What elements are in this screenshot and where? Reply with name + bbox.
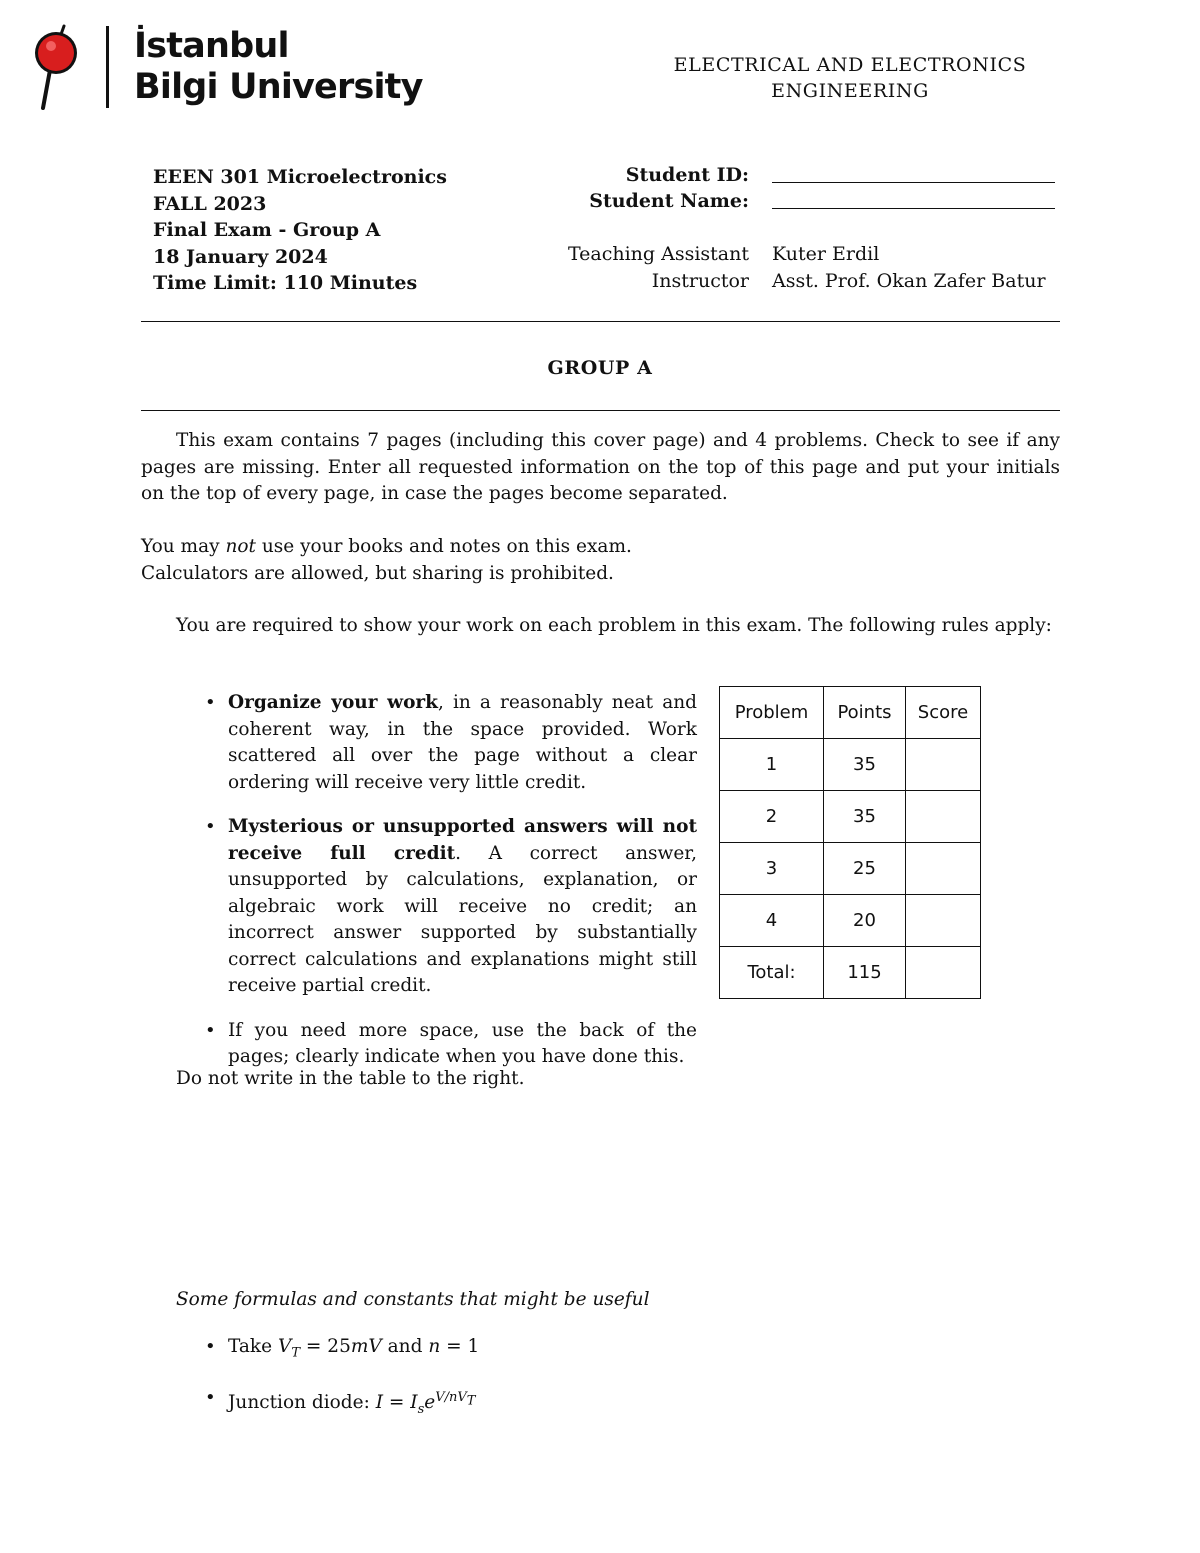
course-term: FALL 2023 [153,192,267,215]
bullet-icon: • [205,1336,216,1357]
formula-text: Junction diode: [228,1391,376,1413]
bullet-icon: • [205,692,216,713]
bullet-icon: • [205,1019,216,1041]
formula-sub: T [291,1345,301,1361]
formula-var: n [428,1336,441,1357]
header-points: Points [824,687,906,739]
problem-score[interactable] [906,791,981,843]
total-label: Total: [720,947,824,999]
formula-eq: = 25 [300,1336,351,1357]
table-row [720,843,981,895]
calculator-notice: Calculators are allowed, but sharing is prohibited. [141,563,614,584]
formula-var: V [277,1336,292,1357]
department-name [640,52,1060,104]
rules-list [205,690,697,1089]
table-row [720,739,981,791]
list-item [205,1334,479,1367]
time-limit: Time Limit: 110 Minutes [153,272,418,294]
instructor-label: Instructor [651,270,749,292]
group-heading: GROUP A [547,357,653,379]
formula-text: Take [228,1336,278,1357]
course-code-name: EEEN 301 Microelectronics [153,166,447,188]
student-id-field[interactable] [772,182,1055,183]
problem-number: 4 [720,895,824,947]
problem-number: 3 [720,843,824,895]
ta-name: Kuter Erdil [772,243,880,265]
header-score: Score [906,687,981,739]
formula-var: I [375,1391,384,1413]
student-name-field[interactable] [772,208,1055,209]
total-points: 115 [824,947,906,999]
formulas-list [205,1334,479,1441]
table-header-row [720,687,981,739]
problem-score[interactable] [906,739,981,791]
formula-sub: s [417,1401,425,1417]
list-item [205,1018,697,1071]
problem-number: 2 [720,791,824,843]
formula-var: I [410,1391,418,1413]
logo-divider [106,26,109,108]
work-requirement: You are required to show your work on each problem in this exam. The following rules apply: [176,615,1052,636]
formula-eq: = 1 [440,1336,480,1357]
problem-score[interactable] [906,843,981,895]
intro-paragraph: This exam contains 7 pages (including this cover page) and 4 problems. Check to see if any pages are missing. Enter all requested information on the top of this page and put your initials on the top of every page, in case the pages become separated. [141,430,1060,504]
bullet-icon: • [205,1386,216,1408]
table-total-row [720,947,981,999]
formula-var: e [424,1391,436,1413]
university-name-line2: Bilgi University [134,67,423,107]
problem-number: 1 [720,739,824,791]
problem-points: 35 [824,791,906,843]
table-row [720,895,981,947]
divider-top [141,321,1060,322]
score-table [719,686,981,999]
rule-bold: Organize your work [228,692,438,713]
university-name [134,26,423,108]
list-item [205,690,697,796]
books-notice-start: You may [141,536,226,557]
table-row [720,791,981,843]
table-notice: Do not write in the table to the right. [176,1068,525,1089]
exam-date: 18 January 2024 [153,245,328,268]
rule-text: If you need more space, use the back of the pages; clearly indicate when you have done this. [228,1019,697,1067]
student-id-label: Student ID: [625,164,749,186]
problem-points: 35 [824,739,906,791]
department-line1: ELECTRICAL AND ELECTRONICS [673,54,1027,76]
problem-score[interactable] [906,895,981,947]
list-item [205,814,697,1000]
total-score[interactable] [906,947,981,999]
exam-title: Final Exam - Group A [153,219,381,241]
formula-sub: T [466,1393,476,1409]
books-notice [141,534,1060,561]
bullet-icon: • [205,816,216,837]
formulas-title: Some formulas and constants that might be useful [176,1289,650,1310]
formula-text: and [381,1336,429,1357]
formula-unit: mV [350,1336,382,1357]
university-logo-icon [30,22,86,110]
books-notice-emphasis: not [225,536,256,557]
rule-text: , in a reasonably neat and coherent way, in the space provided. Work scattered all over the page without a clear ordering will receive very little credit. [228,692,697,793]
problem-points: 25 [824,843,906,895]
university-name-line1: İstanbul [134,26,289,66]
rule-text: . A correct answer, unsupported by calculations, explanation, or algebraic work will receive no credit; an incorrect answer supported by substantially correct calculations and explanations might still receive partial credit. [228,842,697,996]
rule-bold: Mysterious or unsupported answers will not receive full credit [228,816,697,864]
instructor-name: Asst. Prof. Okan Zafer Batur [772,270,1046,292]
problem-points: 20 [824,895,906,947]
header-problem: Problem [720,687,824,739]
books-notice-end: use your books and notes on this exam. [255,536,632,557]
divider-bottom [141,410,1060,411]
formula-exponent: V/nV [435,1389,467,1405]
list-item [205,1385,479,1423]
formula-eq: = [383,1391,411,1413]
student-name-label: Student Name: [589,190,749,212]
ta-label: Teaching Assistant [567,243,749,265]
department-line2: ENGINEERING [771,80,929,102]
